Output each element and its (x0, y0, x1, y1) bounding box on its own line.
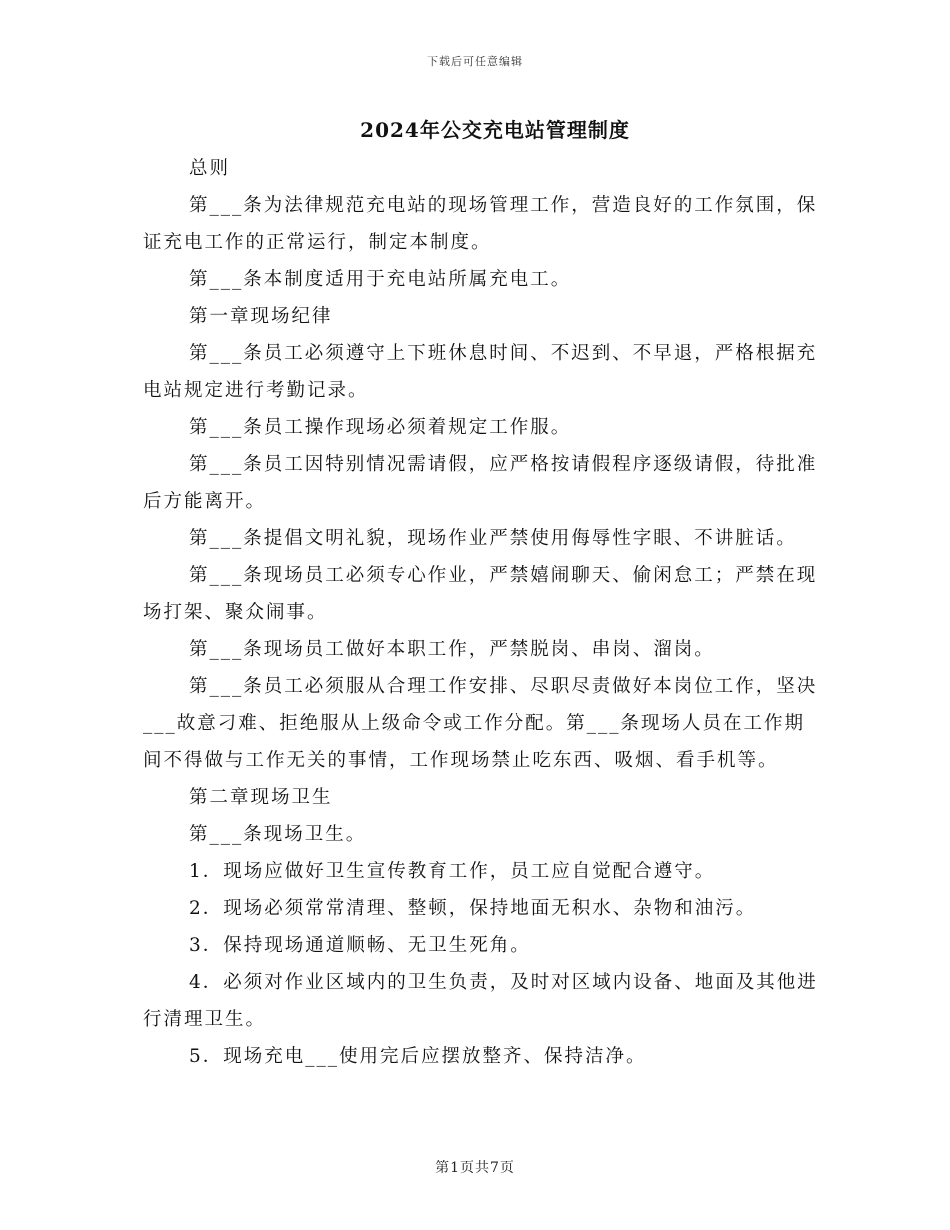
paragraph: 第___条员工因特别情况需请假，应严格按请假程序逐级请假，待批准后方能离开。 (143, 454, 818, 512)
paragraph: 第___条本制度适用于充电站所属充电工。 (189, 269, 572, 290)
paragraph: 第___条现场卫生。 (189, 824, 367, 845)
header-note: 下载后可任意编辑 (427, 55, 523, 68)
page-number: 第1页共7页 (435, 1160, 515, 1176)
paragraph: 5．现场充电___使用完后应摆放整齐、保持洁净。 (189, 1046, 647, 1067)
paragraph: 2．现场必须常常清理、整顿，保持地面无积水、杂物和油污。 (189, 898, 757, 919)
document-title: 2024年公交充电站管理制度 (360, 118, 630, 142)
paragraph: 第___条员工操作现场必须着规定工作服。 (189, 417, 572, 438)
paragraph: 4．必须对作业区域内的卫生负责，及时对区域内设备、地面及其他进行清理卫生。 (143, 972, 818, 1030)
paragraph: 第二章现场卫生 (189, 787, 333, 808)
paragraph: 第___条现场员工必须专心作业，严禁嬉闹聊天、偷闲怠工；严禁在现场打架、聚众闹事。 (143, 565, 818, 623)
paragraph: 总则 (189, 158, 231, 179)
paragraph: 第一章现场纪律 (189, 306, 333, 327)
document-body (143, 150, 823, 1075)
paragraph: 第___条现场员工做好本职工作，严禁脱岗、串岗、溜岗。 (189, 639, 715, 660)
paragraph: 3．保持现场通道顺畅、无卫生死角。 (189, 935, 531, 956)
paragraph: 1．现场应做好卫生宣传教育工作，员工应自觉配合遵守。 (189, 861, 716, 882)
paragraph: 第___条员工必须遵守上下班休息时间、不迟到、不早退，严格根据充电站规定进行考勤记录。 (143, 343, 818, 401)
paragraph: 第___条提倡文明礼貌，现场作业严禁使用侮辱性字眼、不讲脏话。 (189, 528, 797, 549)
paragraph: 第___条员工必须服从合理工作安排、尽职尽责做好本岗位工作，坚决___故意刁难、拒绝服从上级命令或工作分配。第___条现场人员在工作期间不得做与工作无关的事情，工作现场禁止吃东西、吸烟、看手机等。 (143, 676, 818, 771)
paragraph: 第___条为法律规范充电站的现场管理工作，营造良好的工作氛围，保证充电工作的正常运行，制定本制度。 (143, 195, 818, 253)
